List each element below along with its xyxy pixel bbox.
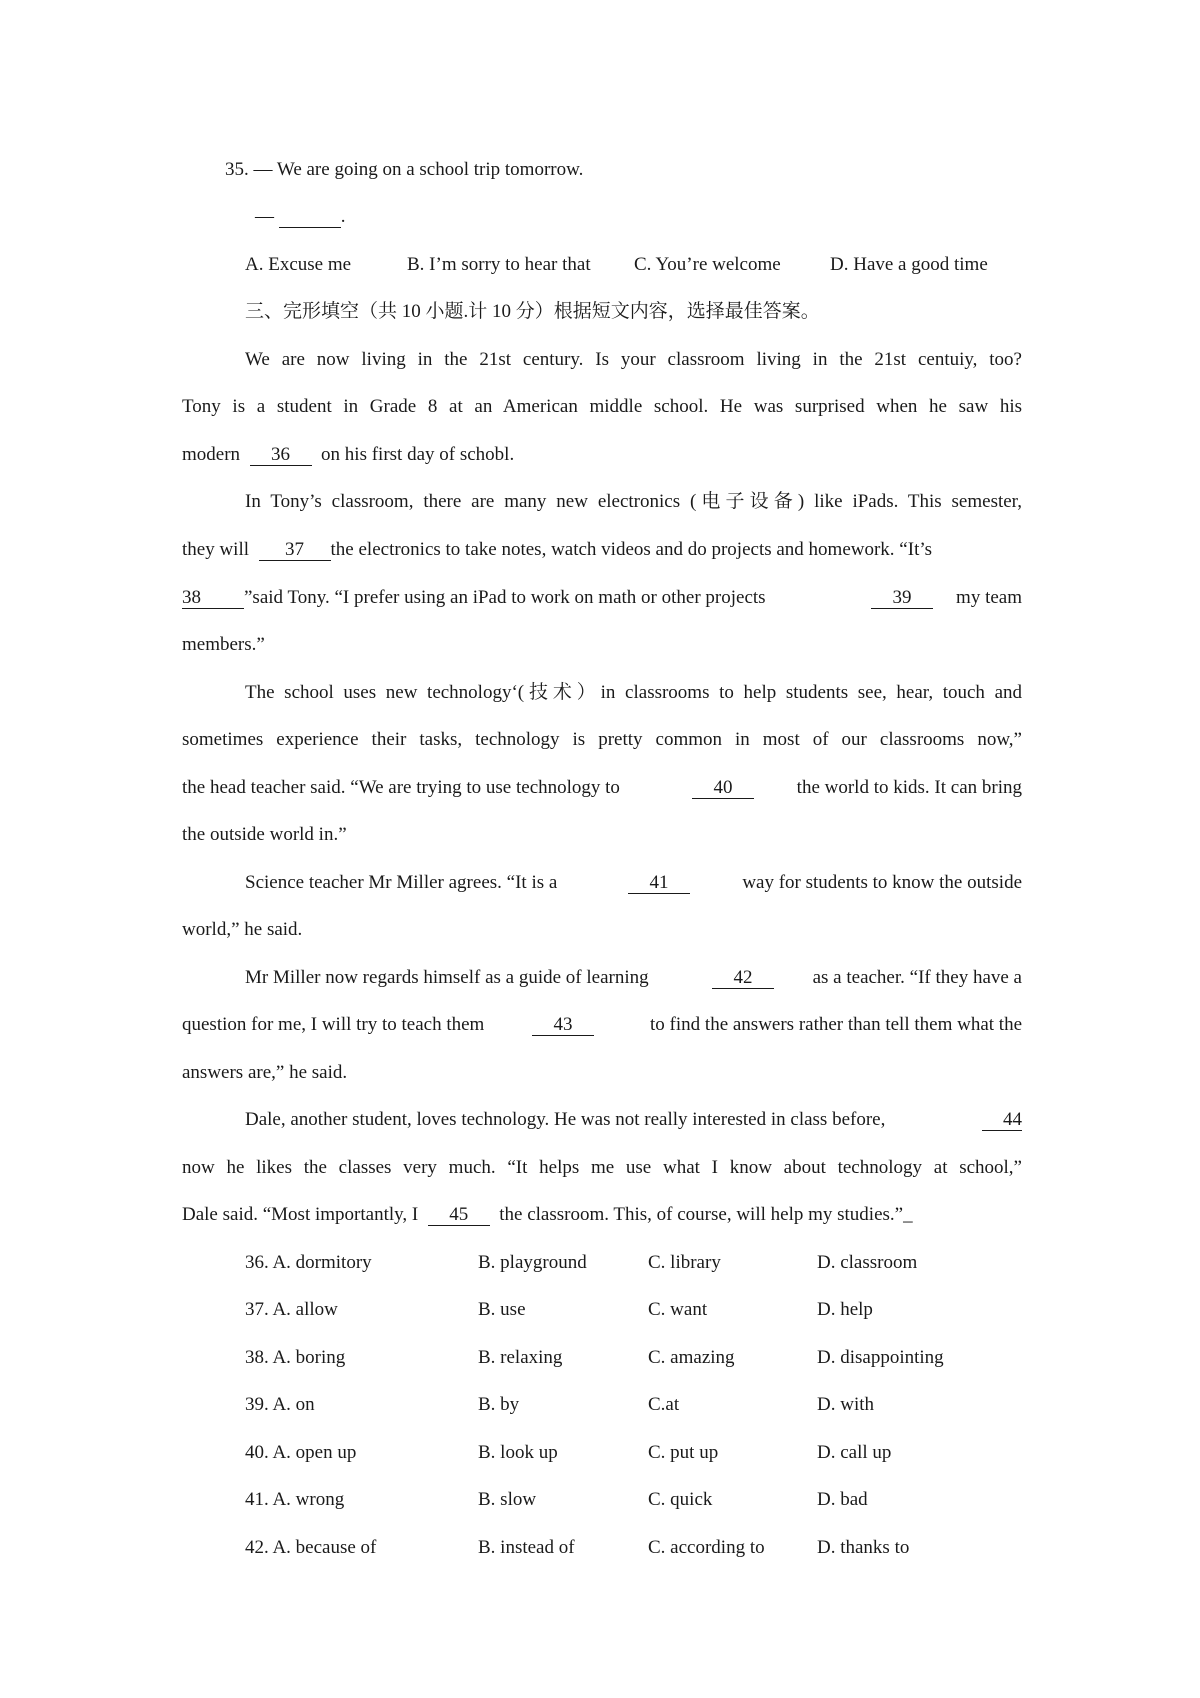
q36-option-b: B. playground: [478, 1252, 587, 1273]
p2-line1: In Tony’s classroom, there are many new electronics (电子设备) like iPads. This semester,: [245, 491, 1022, 512]
q40-option-a: 40. A. open up: [245, 1442, 357, 1463]
blank-36: 36: [250, 445, 312, 466]
q42-option-d: D. thanks to: [817, 1537, 910, 1558]
p2-line4: members.”: [182, 634, 265, 655]
q42-option-c: C. according to: [648, 1537, 765, 1558]
blank-42-wrap: [712, 966, 774, 990]
q42-option-b: B. instead of: [478, 1537, 575, 1558]
q36-option-a: 36. A. dormitory: [245, 1252, 372, 1273]
blank-39-wrap: [871, 586, 933, 610]
p3-line3-text-a: the head teacher said. “We are trying to use technology to: [182, 777, 620, 798]
q38-option-b: B. relaxing: [478, 1347, 563, 1368]
q40-option-d: D. call up: [817, 1442, 892, 1463]
p4-line1: [245, 871, 1022, 895]
blank-40-wrap: [692, 776, 754, 800]
p6-line1-text-a: Dale, another student, loves technology. He was not really interested in class before,: [245, 1109, 886, 1130]
q42-option-a: 42. A. because of: [245, 1537, 377, 1558]
p2-line2-text-a: they will: [182, 539, 250, 560]
p2-line2-text-b: the electronics to take notes, watch videos and do projects and homework. “It’s: [330, 539, 933, 560]
q35-reply-end: .: [340, 206, 346, 227]
p6-line3-text-a: Dale said. “Most importantly, I: [182, 1204, 419, 1225]
p5-line3: answers are,” he said.: [182, 1062, 348, 1083]
p4-line2: world,” he said.: [182, 919, 303, 940]
p5-line2-text-b: to find the answers rather than tell them what the: [650, 1014, 1022, 1035]
q35-option-c: C. You’re welcome: [634, 254, 781, 275]
q37-option-d: D. help: [817, 1299, 873, 1320]
q37-option-b: B. use: [478, 1299, 526, 1320]
section3-title: 三、完形填空（共 10 小题.计 10 分）根据短文内容，选择最佳答案。: [245, 301, 820, 322]
p3-line4: the outside world in.”: [182, 824, 347, 845]
q38-option-d: D. disappointing: [817, 1347, 944, 1368]
q38-option-a: 38. A. boring: [245, 1347, 346, 1368]
p2-line3: [182, 586, 1022, 610]
p6-line3-text-b: the classroom. This, of course, will help my studies.”_: [499, 1204, 913, 1225]
p1-line1: We are now living in the 21st century. Is your classroom living in the 21st centuiy, too?: [245, 349, 1022, 370]
q35-option-b: B. I’m sorry to hear that: [407, 254, 591, 275]
blank-44: 44: [982, 1110, 1022, 1131]
q39-option-d: D. with: [817, 1394, 874, 1415]
q40-option-b: B. look up: [478, 1442, 558, 1463]
p3-line1: The school uses new technology‘(技术）in classrooms to help students see, hear, touch and: [245, 682, 1022, 703]
blank-42: 42: [712, 968, 774, 989]
q35-option-a: A. Excuse me: [245, 254, 352, 275]
q40-option-c: C. put up: [648, 1442, 719, 1463]
blank-43-wrap: [532, 1013, 594, 1037]
p1-line3-text-a: modern: [182, 444, 241, 465]
blank-45: 45: [428, 1205, 490, 1226]
q35-blank: [279, 207, 341, 228]
q41-option-c: C. quick: [648, 1489, 713, 1510]
p3-line2: sometimes experience their tasks, technology is pretty common in most of our classrooms now,”: [182, 729, 1022, 750]
q41-option-a: 41. A. wrong: [245, 1489, 345, 1510]
blank-38: 38: [182, 588, 244, 609]
q35-option-d: D. Have a good time: [830, 254, 988, 275]
blank-41: 41: [628, 873, 690, 894]
p2-line3-text-c: my team: [956, 587, 1022, 608]
p6-line1: [245, 1108, 1022, 1132]
q39-option-b: B. by: [478, 1394, 520, 1415]
p2-line3-text-b: ”said Tony. “I prefer using an iPad to work on math or other projects: [244, 587, 766, 608]
q35-reply: [255, 205, 346, 229]
p5-line2: [182, 1013, 1022, 1037]
p3-line3: [182, 776, 1022, 800]
blank-37: 37: [259, 540, 331, 561]
p5-line1-text-b: as a teacher. “If they have a: [812, 967, 1022, 988]
blank-41-wrap: [628, 871, 690, 895]
p3-line3-text-b: the world to kids. It can bring: [796, 777, 1022, 798]
p6-line2: now he likes the classes very much. “It helps me use what I know about technology at school,”: [182, 1157, 1022, 1178]
q37-option-a: 37. A. allow: [245, 1299, 338, 1320]
q35-reply-dash: —: [255, 206, 274, 227]
blank-40: 40: [692, 778, 754, 799]
blank-43: 43: [532, 1015, 594, 1036]
p6-line3: [182, 1203, 913, 1227]
blank-44-wrap: [982, 1108, 1022, 1132]
p1-line3-text-b: on his first day of schobl.: [321, 444, 515, 465]
q36-option-d: D. classroom: [817, 1252, 918, 1273]
p1-line3: [182, 443, 514, 467]
p4-line1-text-a: Science teacher Mr Miller agrees. “It is a: [245, 872, 558, 893]
blank-39: 39: [871, 588, 933, 609]
q36-option-c: C. library: [648, 1252, 721, 1273]
q35-stem: 35. — We are going on a school trip tomorrow.: [225, 159, 584, 180]
q39-option-a: 39. A. on: [245, 1394, 315, 1415]
p2-line2: [182, 538, 932, 562]
q41-option-b: B. slow: [478, 1489, 537, 1510]
p5-line1: [245, 966, 1022, 990]
p5-line1-text-a: Mr Miller now regards himself as a guide of learning: [245, 967, 649, 988]
q41-option-d: D. bad: [817, 1489, 868, 1510]
q38-option-c: C. amazing: [648, 1347, 735, 1368]
p5-line2-text-a: question for me, I will try to teach them: [182, 1014, 485, 1035]
p4-line1-text-b: way for students to know the outside: [742, 872, 1022, 893]
p1-line2: Tony is a student in Grade 8 at an American middle school. He was surprised when he saw his: [182, 396, 1022, 417]
q37-option-c: C. want: [648, 1299, 708, 1320]
q39-option-c: C.at: [648, 1394, 680, 1415]
